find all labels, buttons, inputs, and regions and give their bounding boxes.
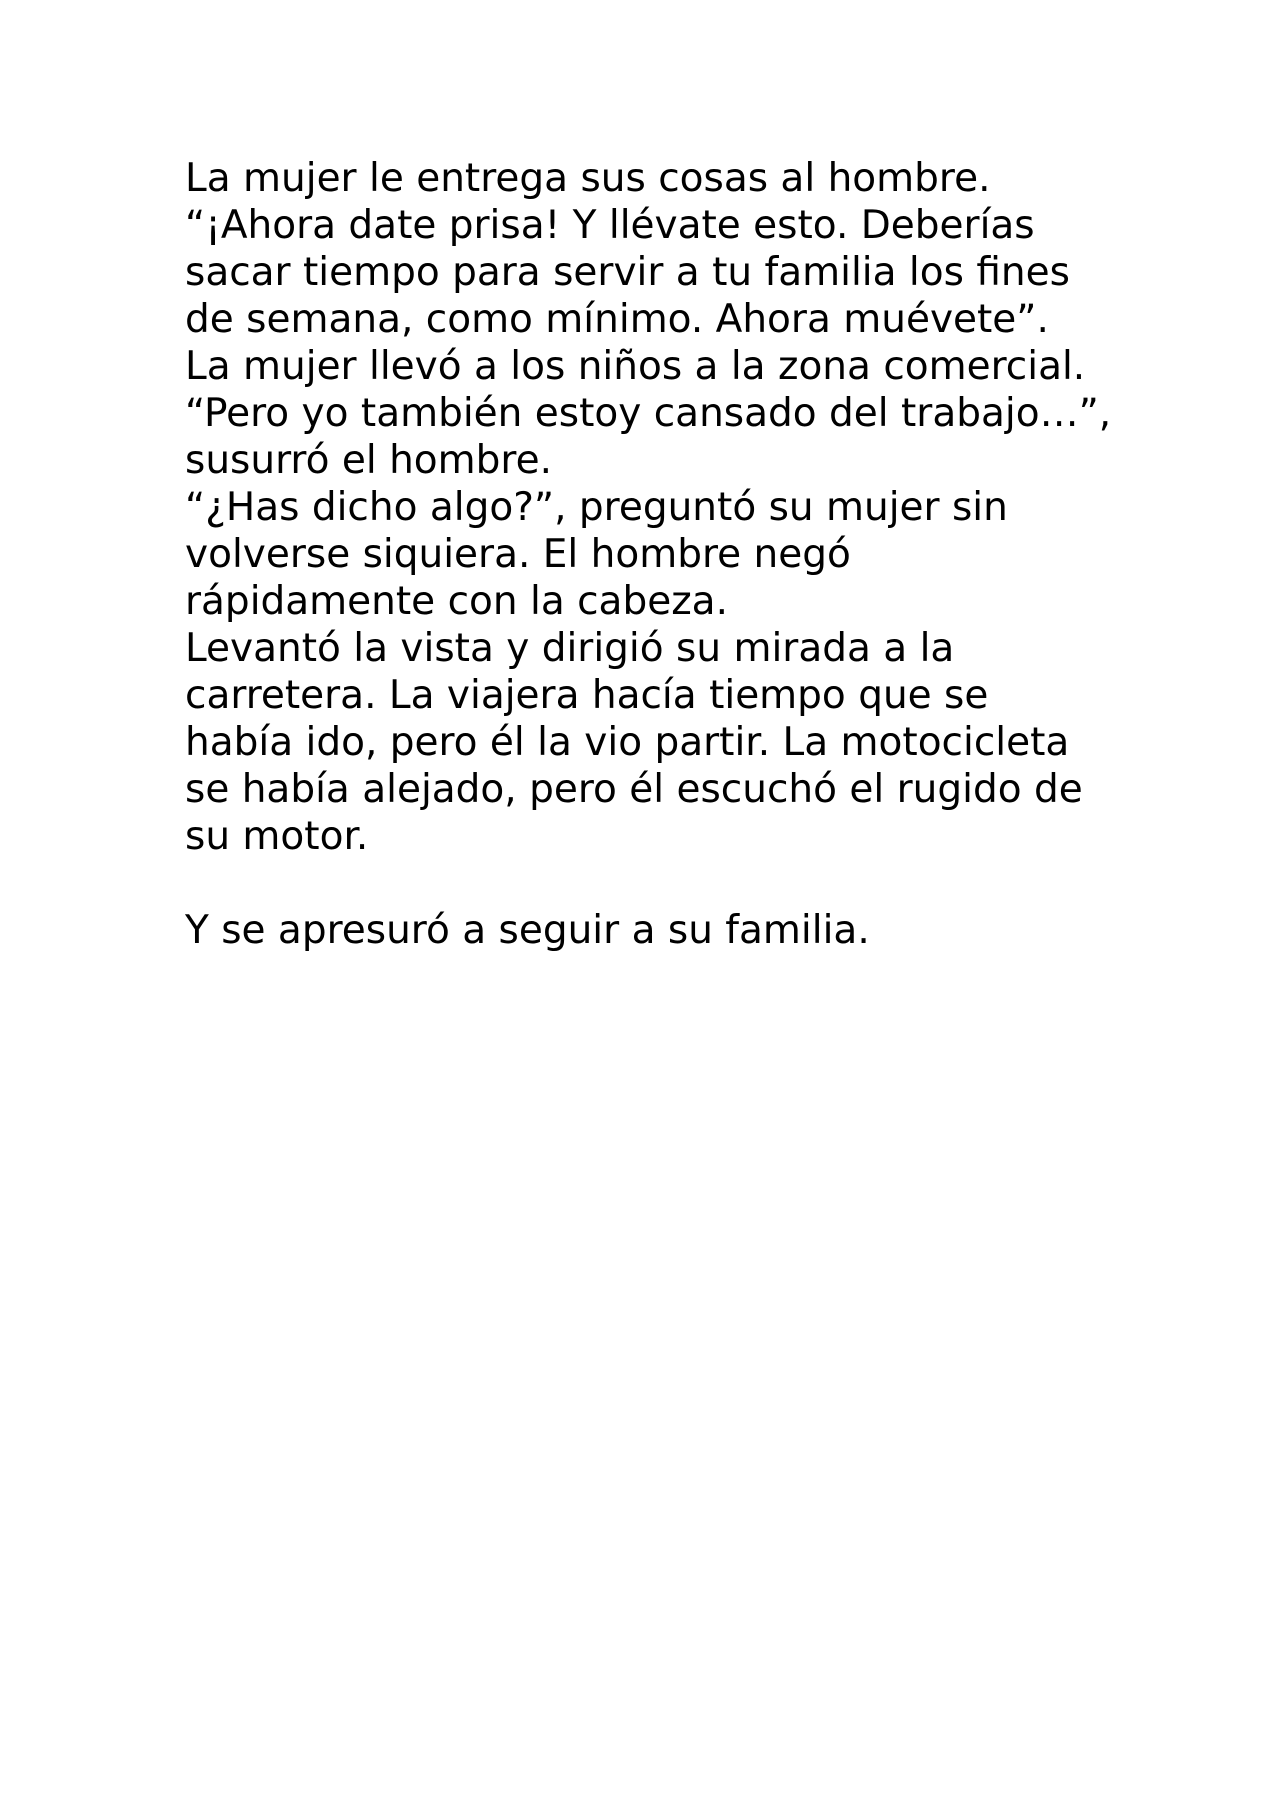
text-line: había ido, pero él la vio partir. La motocicleta: [185, 720, 1070, 765]
text-line: sacar tiempo para servir a tu familia los fines: [185, 250, 1070, 295]
text-line: “¡Ahora date prisa! Y llévate esto. Deberías: [185, 203, 1035, 248]
text-line: La mujer le entrega sus cosas al hombre.: [185, 156, 991, 201]
text-line: susurró el hombre.: [185, 438, 552, 483]
text-line: “¿Has dicho algo?”, preguntó su mujer sin: [185, 485, 1008, 530]
text-line: La mujer llevó a los niños a la zona comercial.: [185, 344, 1086, 389]
text-line: su motor.: [185, 814, 369, 859]
text-line: se había alejado, pero él escuchó el rugido de: [185, 767, 1083, 812]
text-line: rápidamente con la cabeza.: [185, 579, 728, 624]
text-line: “Pero yo también estoy cansado del trabajo…”,: [185, 391, 1112, 436]
text-line: Y se apresuró a seguir a su familia.: [185, 908, 870, 953]
paragraph-gap: [185, 860, 1145, 907]
text-line: carretera. La viajera hacía tiempo que se: [185, 673, 989, 718]
text-line: volverse siquiera. El hombre negó: [185, 532, 851, 577]
text-line: de semana, como mínimo. Ahora muévete”.: [185, 297, 1049, 342]
story-text: [185, 155, 1145, 954]
text-line: Levantó la vista y dirigió su mirada a la: [185, 626, 955, 671]
